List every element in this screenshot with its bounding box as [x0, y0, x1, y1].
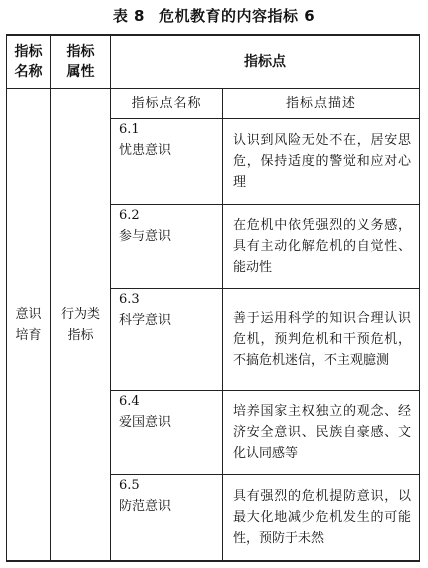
header-indicator-name-line1: 指标	[14, 44, 43, 60]
row-description: 善于运用科学的知识合理认识危机，预判危机和干预危机，不搞危机迷信，不主观臆测	[233, 311, 411, 368]
row-code: 6.2	[119, 208, 140, 223]
subheader-point-name: 指标点名称	[131, 95, 202, 111]
header-indicator-point: 指标点	[244, 54, 286, 70]
category-attribute-line1: 行为类	[60, 306, 100, 322]
table-row-description	[223, 289, 419, 390]
row-code: 6.4	[119, 394, 140, 409]
category-attribute-line2: 指标	[67, 327, 94, 343]
table-row-description	[223, 119, 419, 204]
row-description: 认识到风险无处不在，居安思危，保持适度的警觉和应对心理	[233, 133, 411, 190]
header-indicator-name	[7, 36, 50, 88]
row-name: 参与意识	[119, 229, 172, 244]
category-name-line2: 培育	[15, 327, 42, 343]
table-row-name	[111, 205, 222, 288]
table-caption: 危机教育的内容指标 6	[159, 6, 316, 25]
table-title	[0, 0, 428, 30]
table-row-description	[223, 475, 419, 560]
row-description: 培养国家主权独立的观念、经济安全意识、民族自豪感、文化认同感等	[233, 404, 411, 461]
table-number: 表 8	[112, 6, 145, 25]
header-indicator-attribute	[51, 36, 110, 88]
row-description: 具有强烈的危机提防意识，以最大化地减少危机发生的可能性，预防于未然	[233, 489, 411, 546]
row-name: 爱国意识	[119, 415, 172, 430]
table-row-name	[111, 475, 222, 560]
subheader-point-description: 指标点描述	[285, 95, 356, 111]
row-name: 科学意识	[119, 313, 172, 328]
row-description: 在危机中依凭强烈的义务感，具有主动化解危机的自觉性、能动性	[233, 218, 411, 275]
header-indicator-attribute-line1: 指标	[66, 44, 95, 60]
row-code: 6.1	[119, 122, 140, 137]
table-row-description	[223, 391, 419, 474]
table-row-name	[111, 119, 222, 204]
category-name	[7, 89, 50, 560]
row-name: 防范意识	[119, 499, 172, 514]
header-indicator-name-line2: 名称	[14, 64, 43, 80]
table-border-right	[419, 34, 420, 562]
table-row-name	[111, 391, 222, 474]
content-indicator-table	[6, 34, 420, 562]
category-name-line1: 意识	[15, 306, 42, 322]
row-code: 6.3	[119, 292, 140, 307]
table-border-bottom	[6, 560, 420, 562]
header-indicator-attribute-line2: 属性	[66, 64, 95, 80]
row-code: 6.5	[119, 478, 140, 493]
table-row-description	[223, 205, 419, 288]
table-row-name	[111, 289, 222, 390]
row-name: 忧患意识	[119, 143, 172, 158]
category-attribute	[51, 89, 110, 560]
